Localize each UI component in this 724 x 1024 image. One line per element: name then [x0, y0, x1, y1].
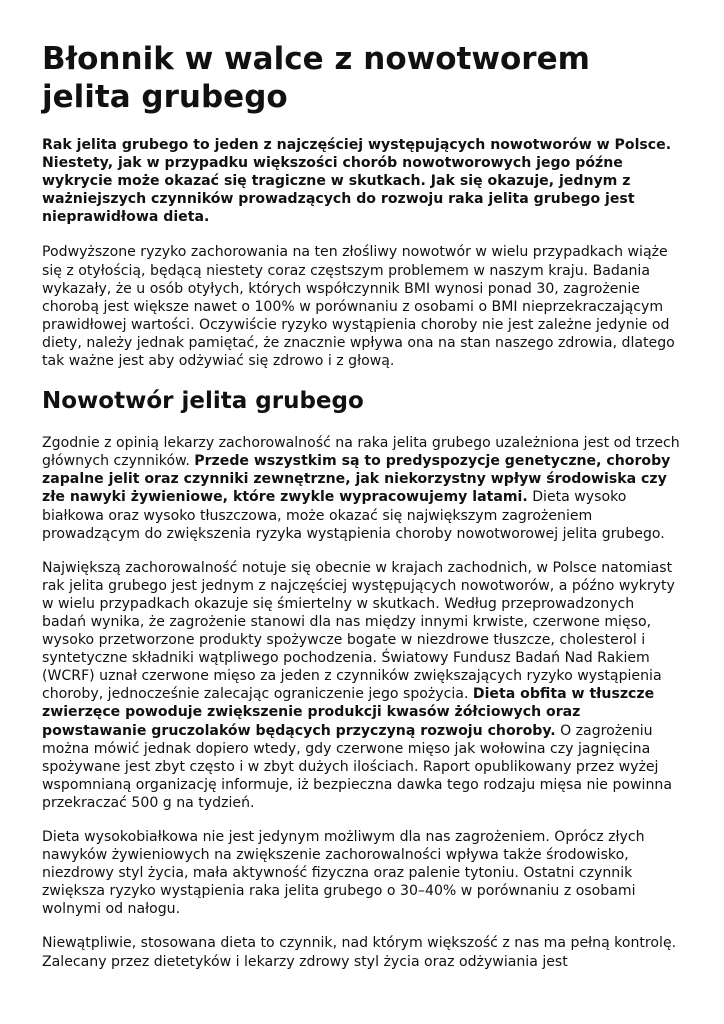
paragraph-factors-end: Dieta wysoko białkowa oraz wysoko tłuszczowa, może okazać się największym zagrożeniem prowadzącym do zwiększenia ryzyka wystąpienia choroby nowotworowej jelita grubego. [42, 489, 665, 542]
paragraph-risk-factors: Dieta wysokobiałkowa nie jest jedynym możliwym dla nas zagrożeniem. Oprócz złych nawyków żywieniowych na zwiększenie zachorowalności wpływa także środowisko, niezdrowy styl życia, mała aktywność fizyczna oraz palenie tytoniu. Ostatni czynnik zwiększa ryzyko wystąpienia raka jelita grubego o 30–40% w porównaniu z osobami wolnymi od nałogu. [42, 829, 645, 918]
section-heading: Nowotwór jelita grubego [42, 388, 364, 415]
paragraph-red-meat-end: O zagrożeniu można mówić jednak dopiero wtedy, gdy czerwone mięso jak wołowina czy jagnięcina spożywane jest zbyt często i w zbyt dużych ilościach. Raport opublikowany przez wyżej wspomnianą organizację informuje, iż bezpieczna dawka tego rodzaju mięsa nie powinna przekraczać 500 g na tydzień. [42, 722, 672, 811]
article-lead: Rak jelita grubego to jeden z najczęściej występujących nowotworów w Polsce. Niestety, jak w przypadku większości chorób nowotworowych jego późne wykrycie może okazać się tragiczne w skutkach. Jak się okazuje, jednym z ważniejszych czynników prowadzących do rozwoju raka jelita grubego jest nieprawidłowa dieta. [42, 137, 672, 226]
paragraph-red-meat-bold: Dieta obfita w tłuszcze zwierzęce powoduje zwiększenie produkcji kwasów żółciowych oraz powstawanie gruczolaków będących przyczyną rozwoju choroby. [42, 686, 655, 739]
paragraph-factors-start: Zgodnie z opinią lekarzy zachorowalność na raka jelita grubego uzależniona jest od trzech głównych czynników. [42, 435, 680, 470]
paragraph-red-meat-start: Największą zachorowalność notuje się obecnie w krajach zachodnich, w Polsce natomiast rak jelita grubego jest jednym z najczęściej występujących nowotworów, a późno wykryty w wielu przypadkach okazuje się śmiertelny w skutkach. Według przeprowadzonych badań wynika, że zagrożenie stanowi dla nas między innymi krwiste, czerwone mięso, wysoko przetworzone produkty spożywcze bogate w niezdrowe tłuszcze, cholesterol i syntetyczne składniki wątpliwego pochodzenia. Światowy Fundusz Badań Nad Rakiem (WCRF) uznał czerwone mięso za jeden z czynników zwiększających ryzyko wystąpienia choroby, jednocześnie zalecając ograniczenie jego spożycia. [42, 559, 675, 703]
intro-paragraph: Podwyższone ryzyko zachorowania na ten złośliwy nowotwór w wielu przypadkach wiąże się z otyłością, będącą niestety coraz częstszym problemem w naszym kraju. Badania wykazały, że u osób otyłych, których współczynnik BMI wynosi ponad 30, zagrożenie chorobą jest większe nawet o 100% w porównaniu z osobami o BMI nieprzekraczającym prawidłowej wartości. Oczywiście ryzyko wystąpienia choroby nie jest zależne jedynie od diety, należy jednak pamiętać, że znacznie wpływa ona na stan naszego zdrowia, dlatego tak ważne jest aby odżywiać się zdrowo i z głową. [42, 244, 675, 370]
paragraph-diet-control: Niewątpliwie, stosowana dieta to czynnik, nad którym większość z nas ma pełną kontrolę. Zalecany przez dietetyków i lekarzy zdrowy styl życia oraz odżywiania jest [42, 935, 677, 970]
article-title: Błonnik w walce z nowotworem jelita grubego [42, 41, 590, 115]
paragraph-red-meat [42, 559, 682, 812]
paragraph-factors-bold: Przede wszystkim są to predyspozycje genetyczne, choroby zapalne jelit oraz czynniki zewnętrzne, jak niekorzystny wpływ środowiska czy złe nawyki żywieniowe, które zwykle wypracowujemy latami. [42, 453, 671, 506]
paragraph-factors [42, 434, 682, 543]
